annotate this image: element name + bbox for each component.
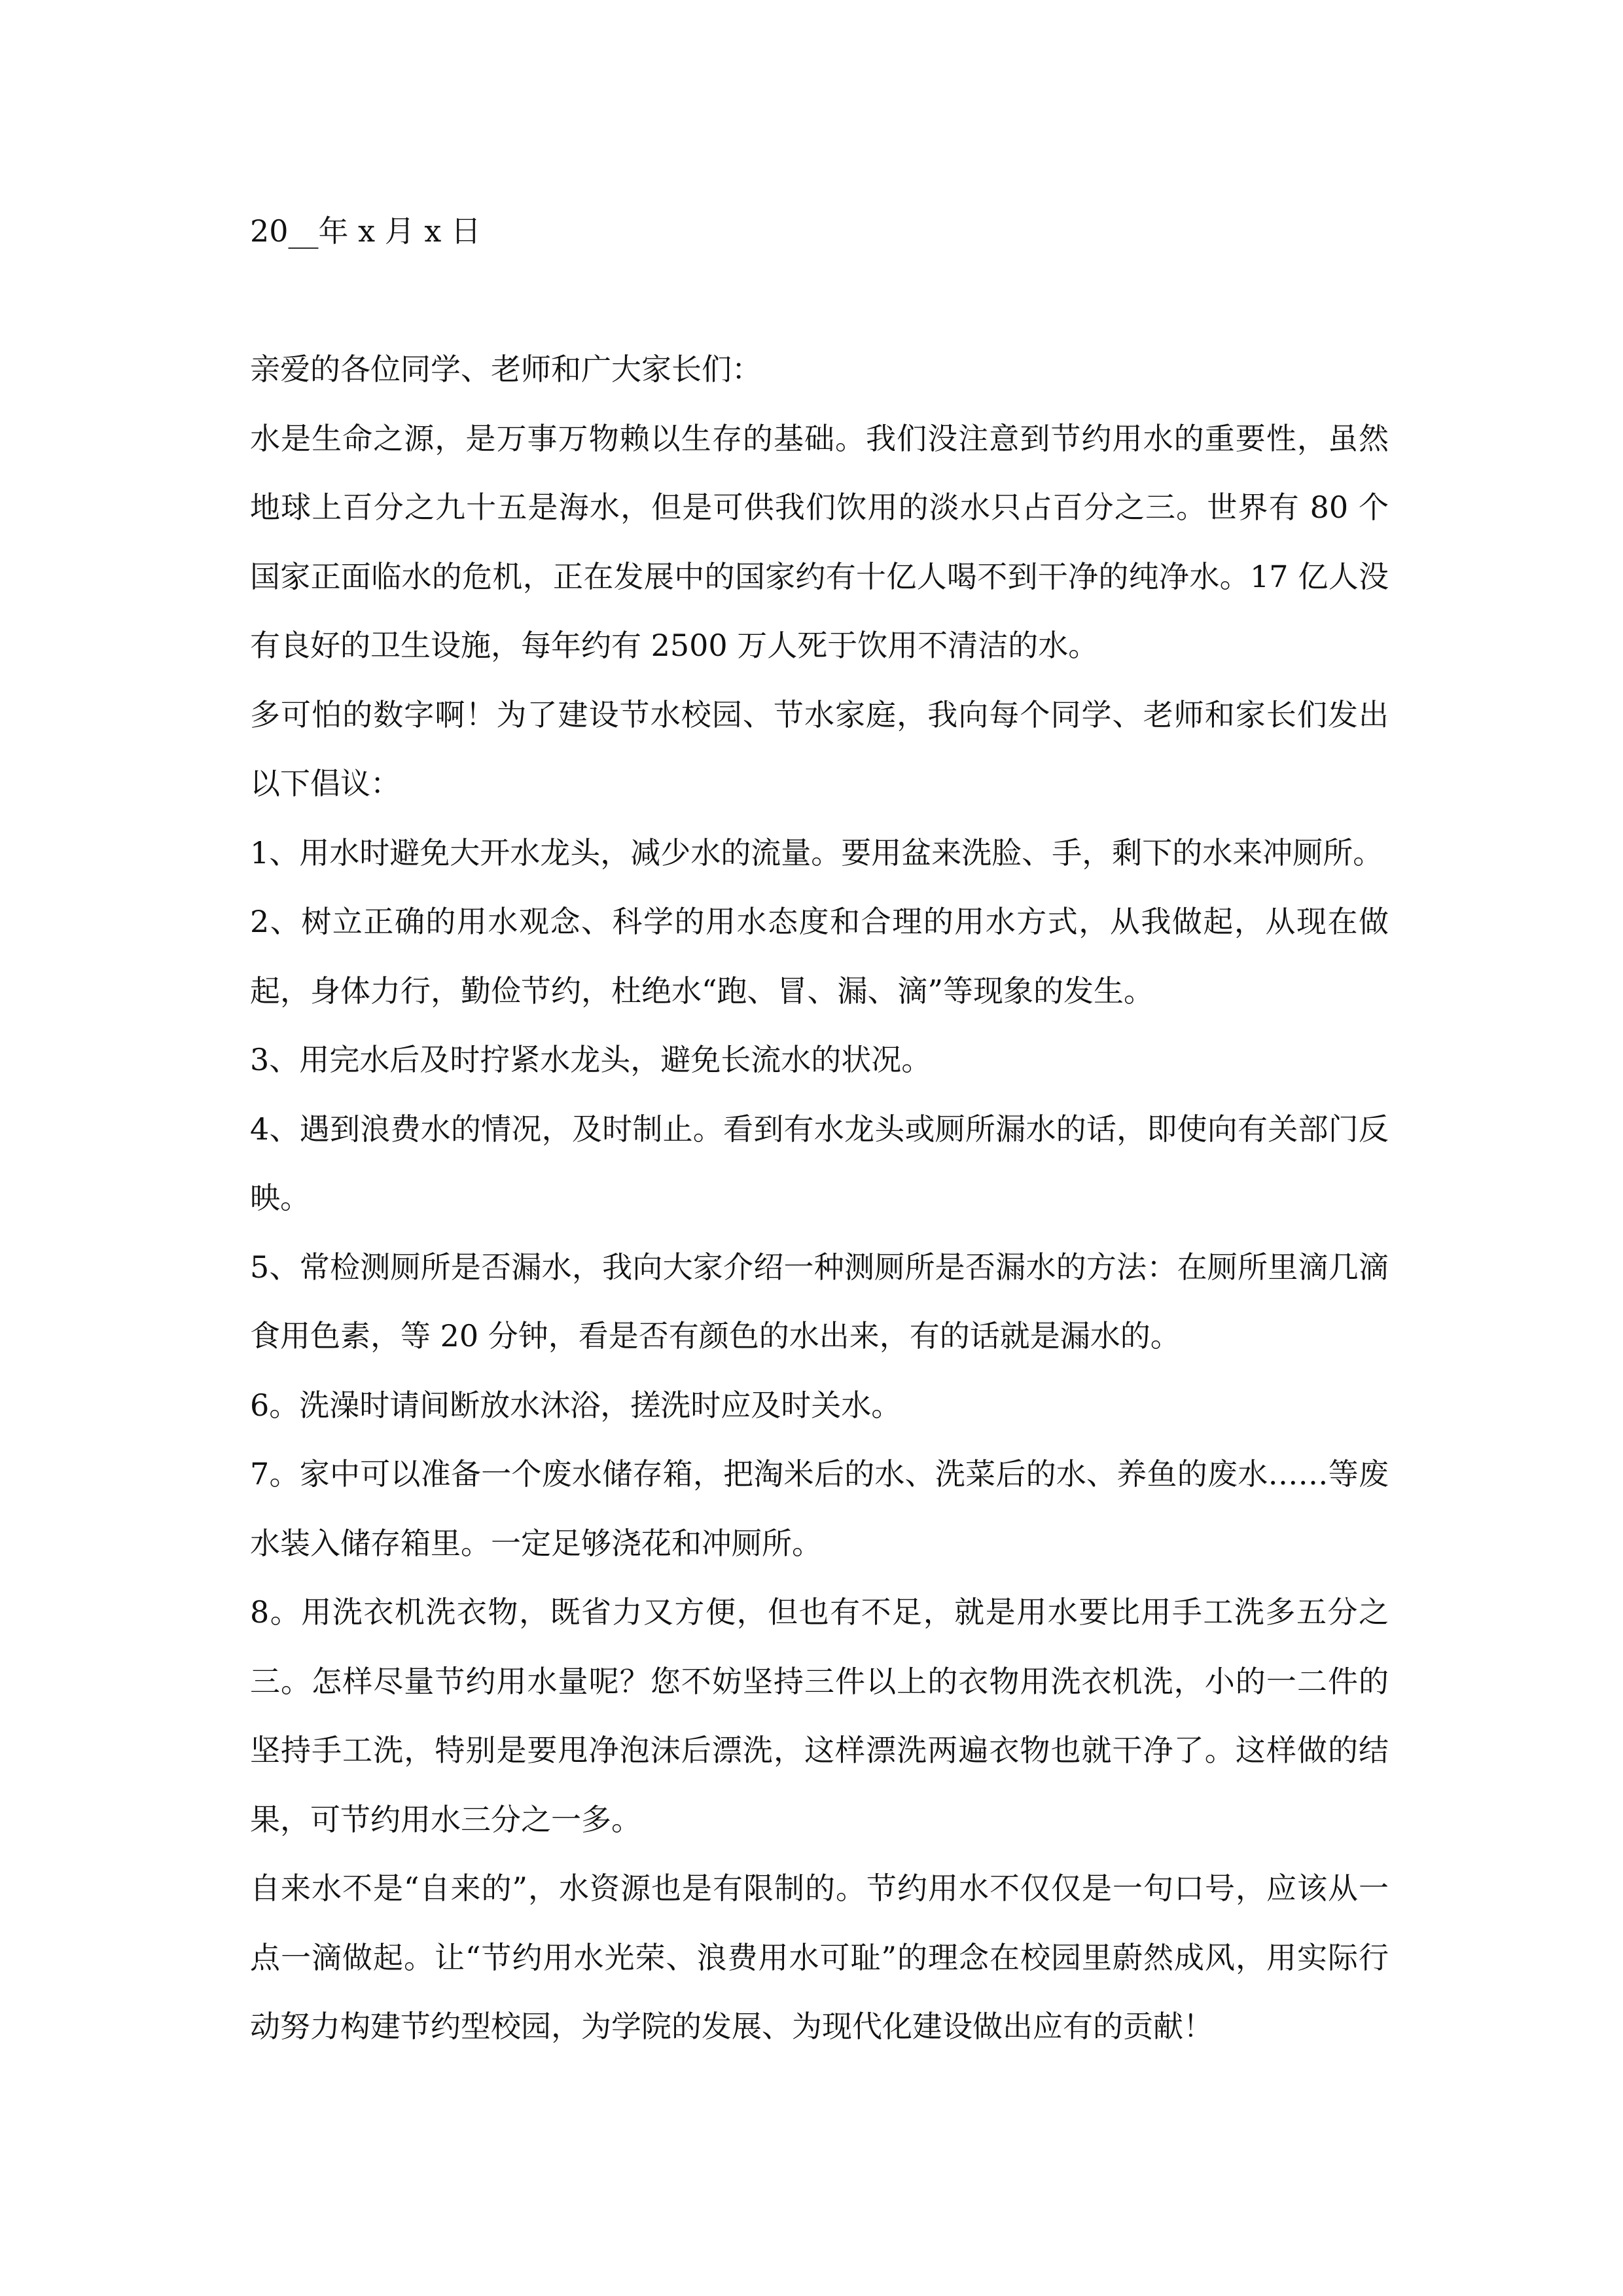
proposal-item-3: 3、用完水后及时拧紧水龙头，避免长流水的状况。 <box>250 1042 932 1077</box>
paragraph-intro: 水是生命之源，是万事万物赖以生存的基础。我们没注意到节约用水的重要性，虽然地球上百分之九十五是海水，但是可供我们饮用的淡水只占百分之三。世界有 80 个国家正面临水的危机，正在发展中的国家约有十亿人喝不到干净的纯净水。17 亿人没有良好的卫生设施，每年约有 2500 万人死于饮用不清洁的水。 <box>250 420 1389 663</box>
proposal-item-5: 5、常检测厕所是否漏水，我向大家介绍一种测厕所是否漏水的方法：在厕所里滴几滴食用色素，等 20 分钟，看是否有颜色的水出来，有的话就是漏水的。 <box>250 1249 1389 1354</box>
salutation: 亲爱的各位同学、老师和广大家长们： <box>250 351 762 387</box>
proposal-item-1: 1、用水时避免大开水龙头，减少水的流量。要用盆来洗脸、手，剩下的水来冲厕所。 <box>250 834 1383 870</box>
proposal-item-2: 2、树立正确的用水观念、科学的用水态度和合理的用水方式，从我做起，从现在做起，身体力行，勤俭节约，杜绝水“跑、冒、漏、滴”等现象的发生。 <box>250 904 1389 1009</box>
proposal-item-6: 6。洗澡时请间断放水沐浴，搓洗时应及时关水。 <box>250 1387 902 1423</box>
proposal-item-4: 4、遇到浪费水的情况，及时制止。看到有水龙头或厕所漏水的话，即使向有关部门反映。 <box>250 1111 1389 1215</box>
closing-paragraph: 自来水不是“自来的”，水资源也是有限制的。节约用水不仅仅是一句口号，应该从一点一滴做起。让“节约用水光荣、浪费用水可耻”的理念在校园里蔚然成风，用实际行动努力构建节约型校园，为学院的发展、为现代化建设做出应有的贡献！ <box>250 1871 1389 2044</box>
proposal-item-8: 8。用洗衣机洗衣物，既省力又方便，但也有不足，就是用水要比用手工洗多五分之三。怎样尽量节约用水量呢？您不妨坚持三件以上的衣物用洗衣机洗，小的一二件的坚持手工洗，特别是要甩净泡沫后漂洗，这样漂洗两遍衣物也就干净了。这样做的结果，可节约用水三分之一多。 <box>250 1594 1389 1837</box>
date-line: 20__年 x 月 x 日 <box>250 213 481 249</box>
letter-body <box>250 335 1389 2062</box>
paragraph-call: 多可怕的数字啊！为了建设节水校园、节水家庭，我向每个同学、老师和家长们发出以下倡议： <box>250 696 1389 801</box>
proposal-item-7: 7。家中可以准备一个废水储存箱，把淘米后的水、洗菜后的水、养鱼的废水……等废水装入储存箱里。一定足够浇花和冲厕所。 <box>250 1456 1389 1561</box>
